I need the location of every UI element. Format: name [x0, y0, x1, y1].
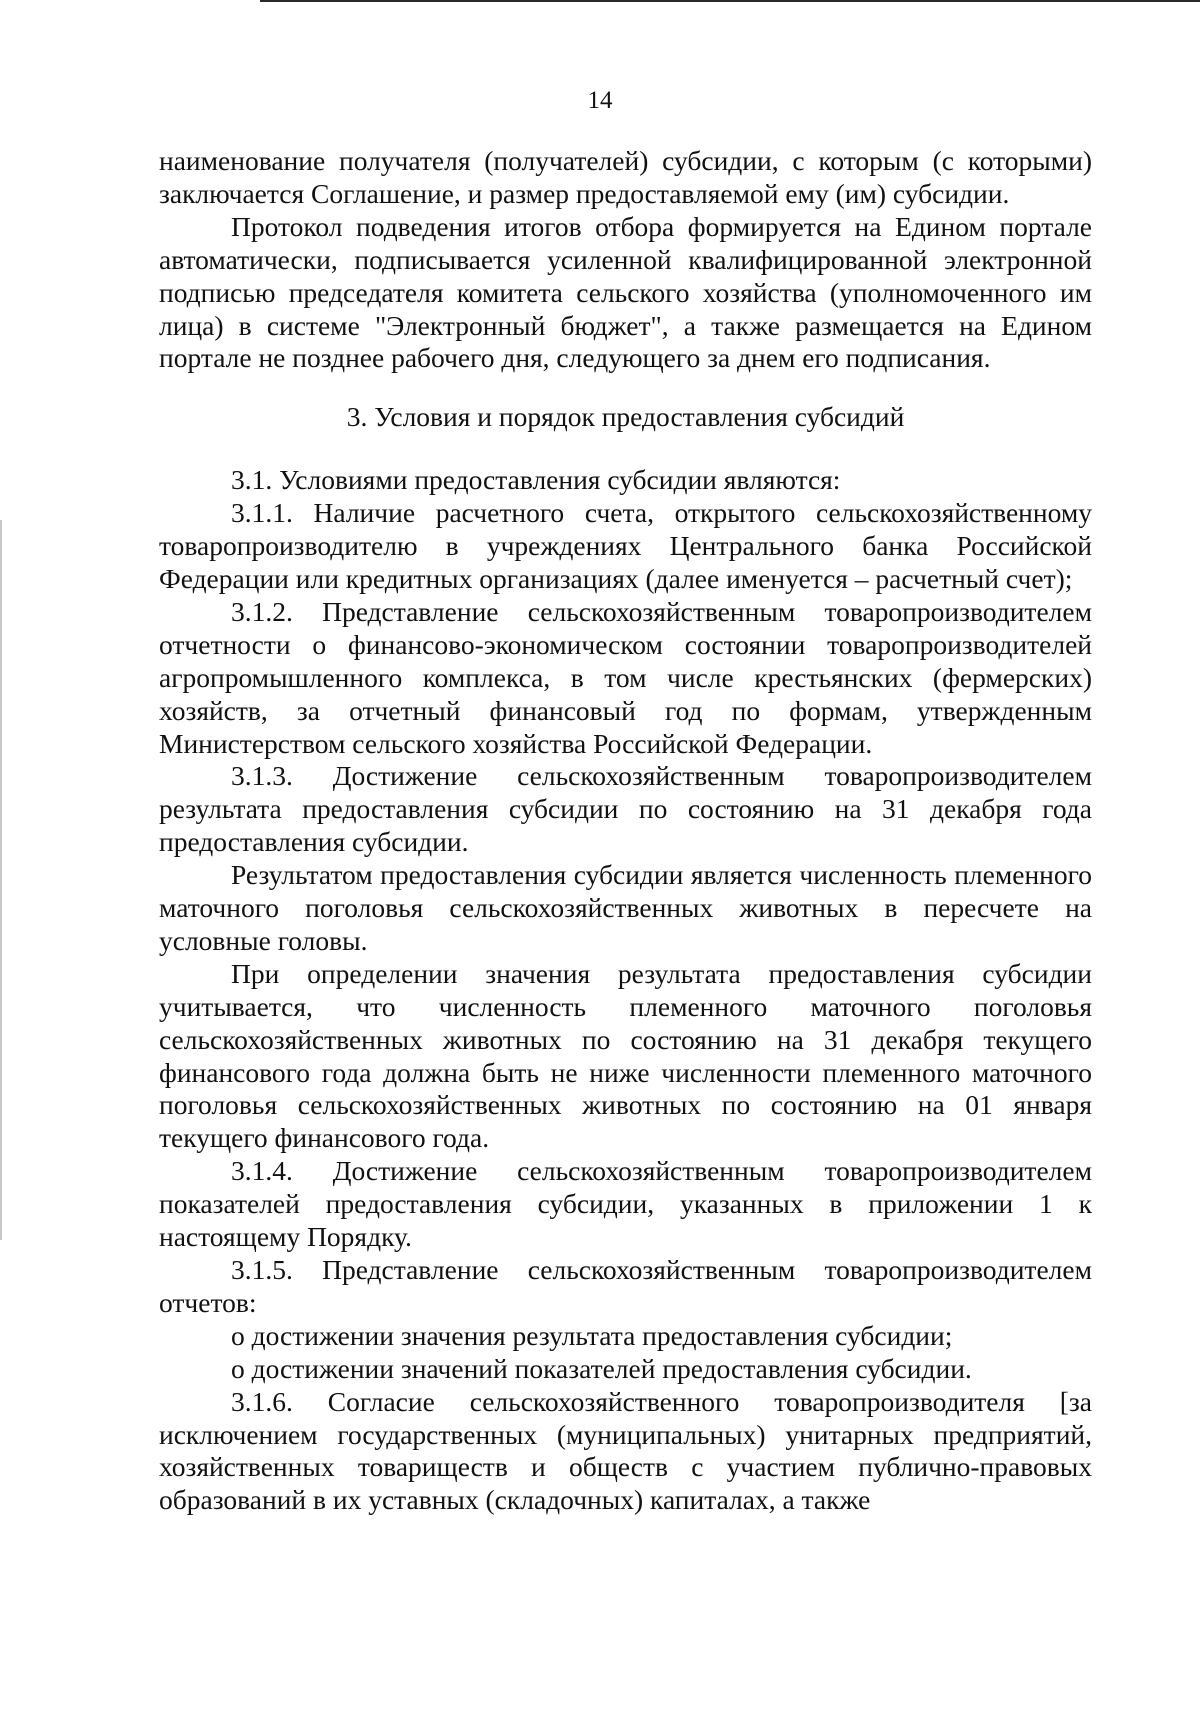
list-item: о достижении значений показателей предоставления субсидии.: [231, 1352, 972, 1384]
scan-edge-top: [260, 0, 1200, 2]
section-heading: 3. Условия и порядок предоставления субсидий: [346, 401, 905, 433]
paragraph: При определении значения результата предоставления субсидии учитывается, что численность племенного маточного поголовья сельскохозяйственных животных по состоянию на 31 декабря текущего финансового года должна быть не ниже численности племенного маточного поголовья сельскохозяйственных животных по состоянию на 01 января текущего финансового года.: [159, 957, 1092, 1154]
paragraph: 3.1.1. Наличие расчетного счета, открытого сельскохозяйственному товаропроизводителю в учреждениях Центрального банка Российской Федерации или кредитных организациях (далее именуется – расчетный счет);: [159, 497, 1092, 594]
list-item: о достижении значения результата предоставления субсидии;: [231, 1319, 953, 1351]
paragraph: 3.1.2. Представление сельскохозяйственным товаропроизводителем отчетности о финансово-экономическом состоянии товаропроизводителей агропромышленного комплекса, в том числе крестьянских (фермерских) хозяйств, за отчетный финансовый год по формам, утвержденным Министерством сельского хозяйства Российской Федерации.: [159, 595, 1092, 759]
paragraph: 3.1.6. Согласие сельскохозяйственного товаропроизводителя [за исключением государственных (муниципальных) унитарных предприятий, хозяйственных товариществ и обществ с участием публично-правовых образований в их уставных (складочных) капиталах, а также: [159, 1385, 1092, 1516]
paragraph: 3.1.4. Достижение сельскохозяйственным товаропроизводителем показателей предоставления субсидии, указанных в приложении 1 к настоящему Порядку.: [159, 1155, 1092, 1253]
paragraph: 3.1.3. Достижение сельскохозяйственным товаропроизводителем результата предоставления субсидии по состоянию на 31 декабря года предоставления субсидии.: [159, 760, 1092, 858]
paragraph: Результатом предоставления субсидии является численность племенного маточного поголовья сельскохозяйственных животных в пересчете на условные головы.: [159, 859, 1092, 956]
paragraph: наименование получателя (получателей) субсидии, с которым (с которыми) заключается Соглашение, и размер предоставляемой ему (им) субсидии.: [159, 145, 1092, 209]
paragraph: 3.1. Условиями предоставления субсидии являются:: [231, 464, 841, 496]
document-body: [159, 145, 1092, 1517]
paragraph: Протокол подведения итогов отбора формируется на Едином портале автоматически, подписывается усиленной квалифицированной электронной подписью председателя комитета сельского хозяйства (уполномоченного им лица) в системе "Электронный бюджет", а также размещается на Едином портале не позднее рабочего дня, следующего за днем его подписания.: [159, 210, 1092, 374]
scan-edge-left: [0, 520, 2, 1240]
page-number: 14: [587, 87, 613, 114]
paragraph: 3.1.5. Представление сельскохозяйственным товаропроизводителем отчетов:: [159, 1254, 1092, 1318]
